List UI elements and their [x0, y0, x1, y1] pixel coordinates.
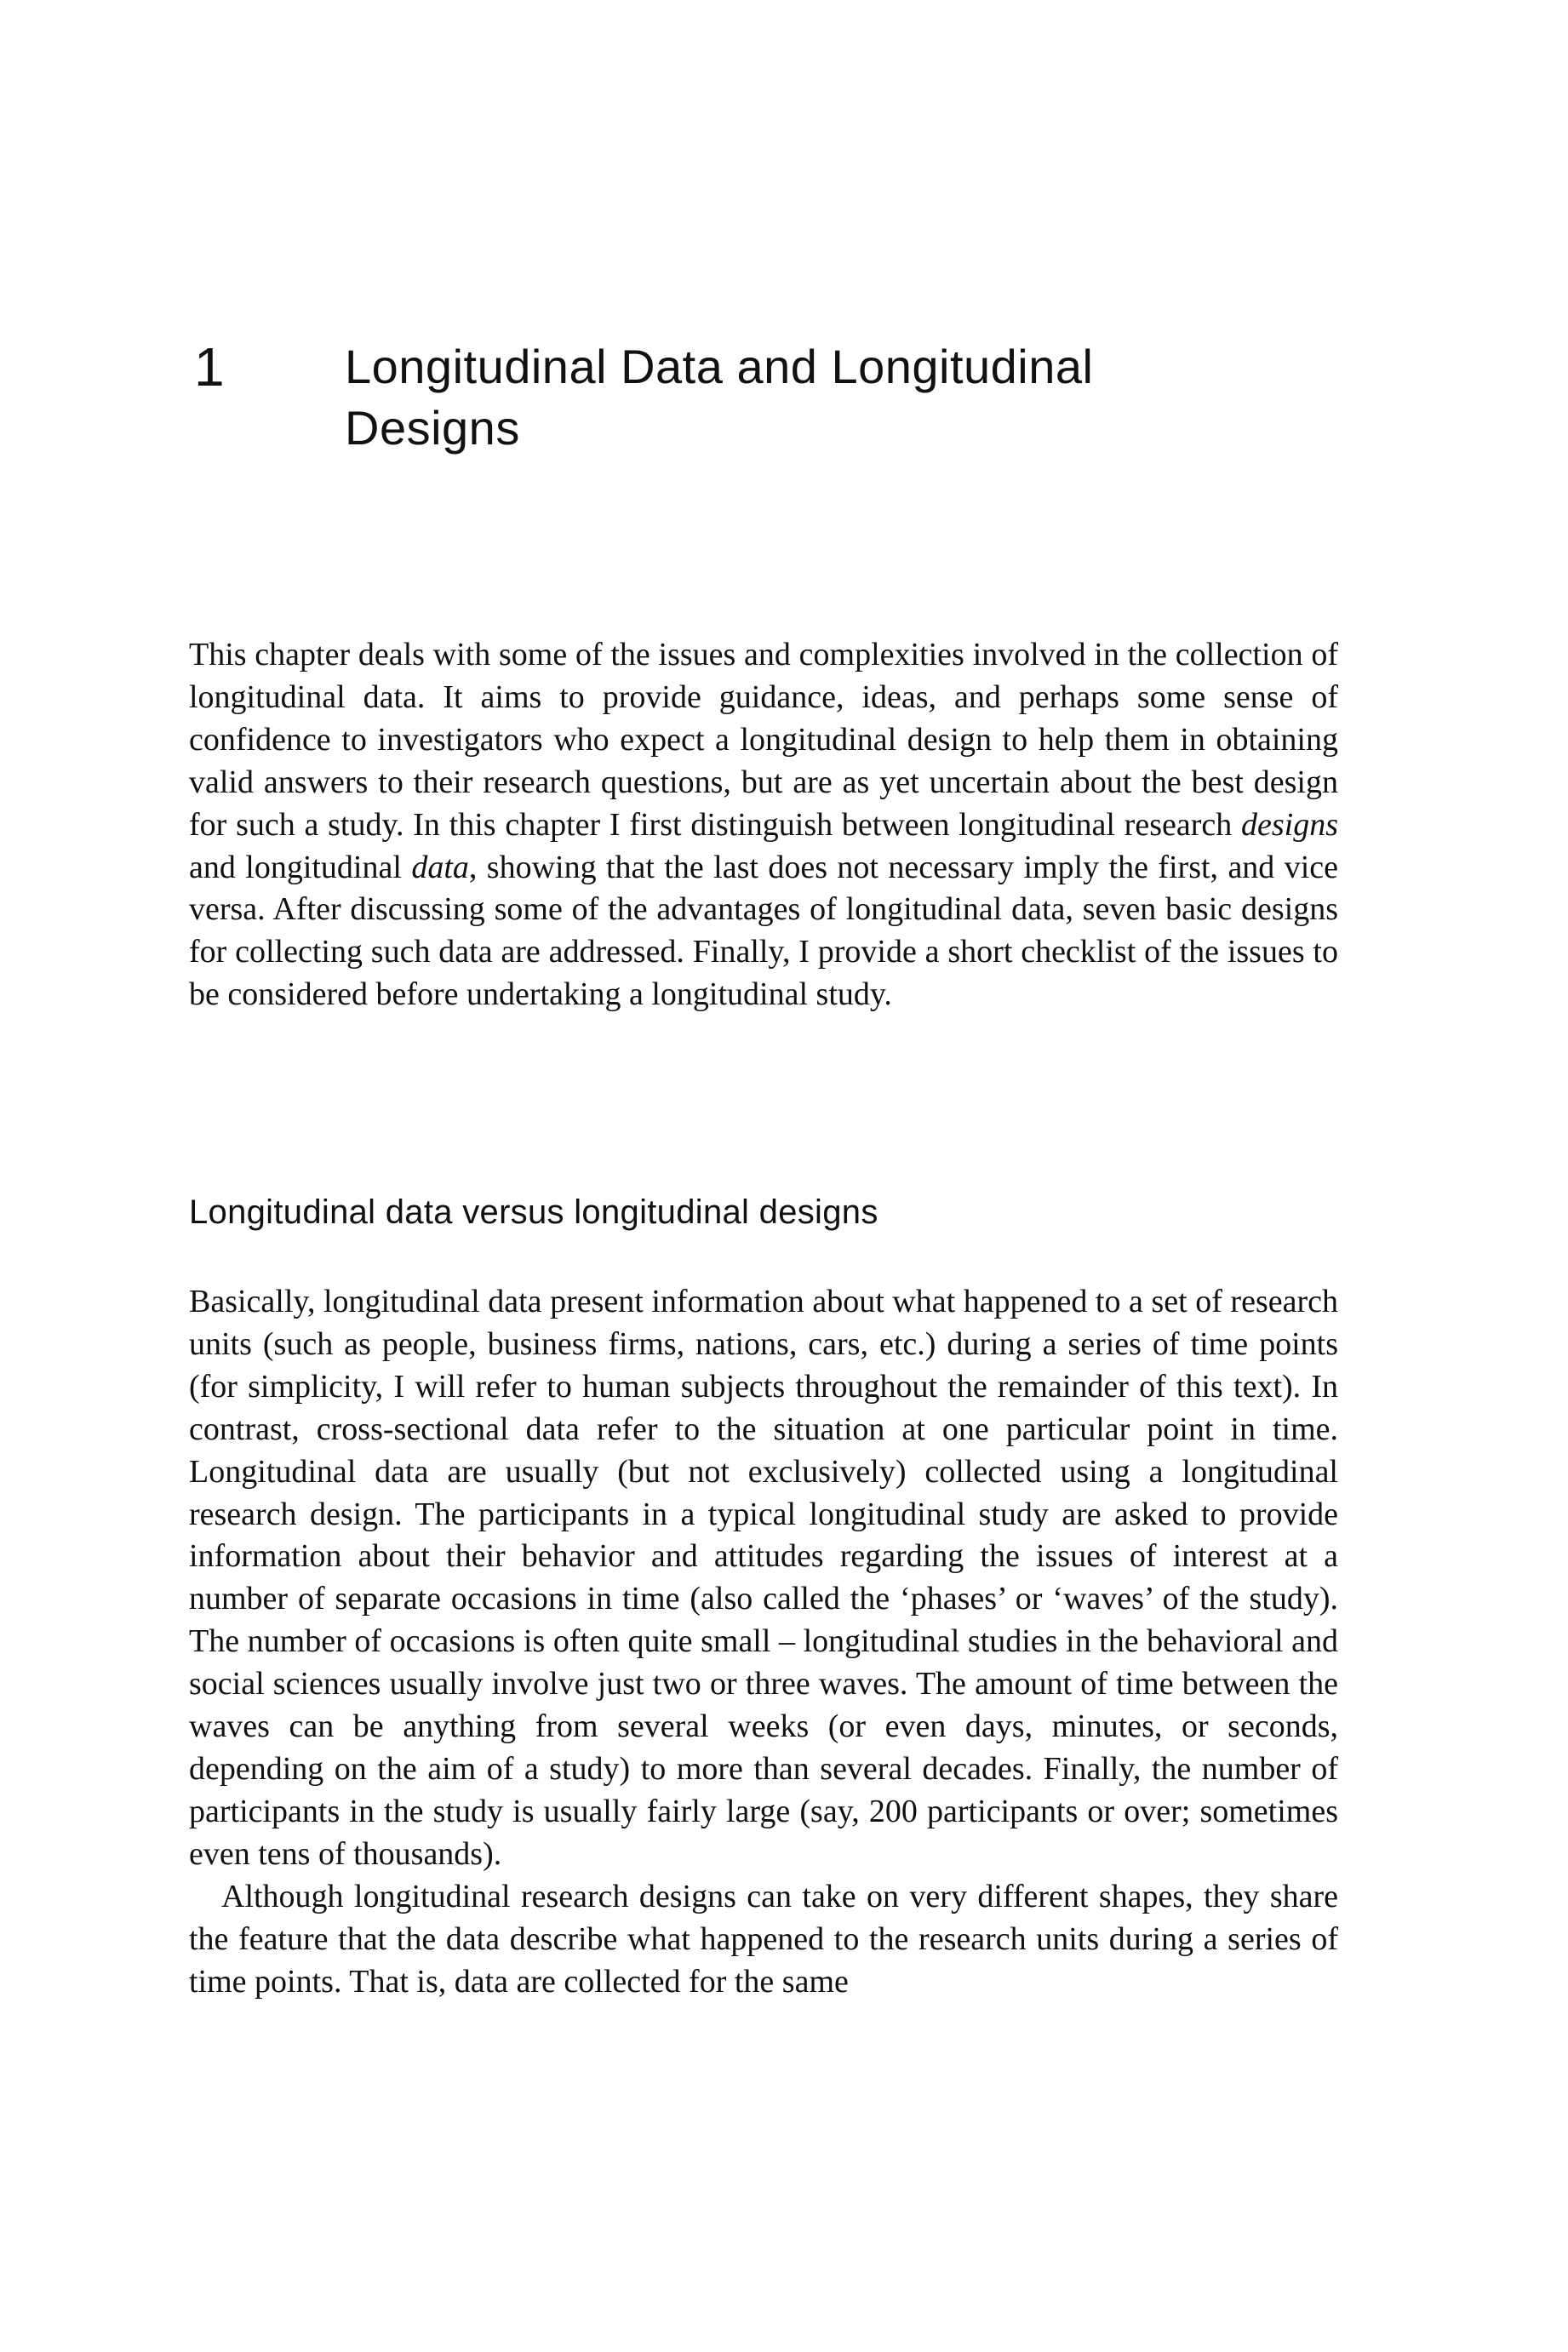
intro-text-part-1: This chapter deals with some of the issues and complexities involved in the collection of longitudinal data. It aims to provide guidance, ideas, and perhaps some sense of confidence to investigators who expect a longitudinal design to help them in obtaining valid answers to their research questions, but are as yet uncertain about the best design for such a study. In this chapter I first distinguish between longitudinal research — [189, 637, 1338, 843]
chapter-number: 1 — [194, 336, 225, 398]
emphasis-designs: designs — [1241, 806, 1338, 843]
intro-text-part-3: , showing that the last does not necessary imply the first, and vice versa. After discussing some of the advantages of longitudinal data, seven basic designs for collecting such data are addressed. Finally, I provide a short checklist of the issues to be considered before undertaking a longitudinal study. — [189, 849, 1338, 1013]
body-paragraph-2: Although longitudinal research designs can take on very different shapes, they share the feature that the data describe what happened to the research units during a series of time points. That is, data are collected for the same — [189, 1878, 1338, 2000]
chapter-title-line-2: Designs — [345, 401, 520, 455]
intro-paragraph — [189, 634, 1338, 1016]
body-paragraph-1: Basically, longitudinal data present information about what happened to a set of research units (such as people, business firms, nations, cars, etc.) during a series of time points (for simplicity, I will refer to human subjects throughout the remainder of this text). In contrast, cross-sectional data refer to the situation at one particular point in time. Longitudinal data are usually (but not exclusively) collected using a longitudinal research design. The participants in a typical longitudinal study are asked to provide information about their behavior and attitudes regarding the issues of interest at a number of separate occasions in time (also called the ‘phases’ or ‘waves’ of the study). The number of occasions is often quite small – longitudinal studies in the behavioral and social sciences usually involve just two or three waves. The amount of time between the waves can be anything from several weeks (or even days, minutes, or seconds, depending on the aim of a study) to more than several decades. Finally, the number of participants in the study is usually fairly large (say, 200 participants or over; sometimes even tens of thousands). — [189, 1284, 1338, 1872]
section-body — [189, 1281, 1338, 2003]
section-heading: Longitudinal data versus longitudinal designs — [189, 1193, 878, 1231]
emphasis-data: data — [411, 849, 469, 885]
intro-text — [189, 634, 1338, 1016]
chapter-title-line-1: Longitudinal Data and Longitudinal — [345, 340, 1094, 393]
chapter-title — [345, 336, 1281, 459]
intro-text-part-2: and longitudinal — [189, 849, 412, 885]
